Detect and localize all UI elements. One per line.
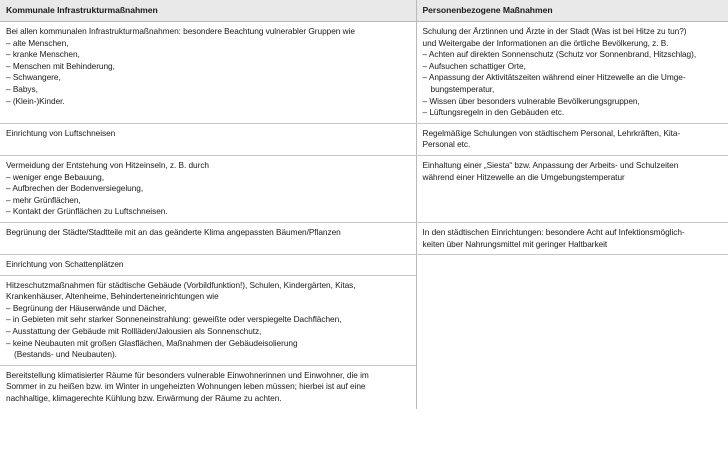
list-item: – Babys, (6, 83, 38, 94)
list-item: – alte Menschen, (6, 37, 69, 48)
cell-text: Einrichtung von Schattenplätzen (6, 259, 124, 270)
header-infrastructure: Kommunale Infrastrukturmaßnahmen (0, 0, 416, 22)
list-item: – kranke Menschen, (6, 49, 80, 60)
list-item: – Achten auf direkten Sonnenschutz (Schutz vor Sonnenbrand, Hitzschlag), (422, 49, 697, 60)
cell-text: Bereitstellung klimatisierter Räume für besonders vulnerable Einwohnerinnen und Einwohner, die im (6, 369, 369, 380)
cell-infrastructure (0, 22, 416, 124)
cell-text: Einhaltung einer „Siesta“ bzw. Anpassung der Arbeits- und Schulzeiten (422, 159, 679, 170)
cell-text: Krankenhäuser, Altenheime, Behinderteneinrichtungen wie (6, 291, 219, 302)
table-row (0, 222, 728, 254)
list-item-continuation: (Bestands- und Neubauten). (14, 349, 117, 360)
cell-text: keiten über Nahrungsmittel mit geringer Haltbarkeit (422, 238, 608, 249)
list-item: – Ausstattung der Gebäude mit Rollläden/Jalousien als Sonnenschutz, (6, 326, 262, 337)
list-item: – in Gebieten mit sehr starker Sonneneinstrahlung: geweißte oder verspiegelte Dachflächen, (6, 314, 342, 325)
cell-personal-empty (416, 255, 728, 409)
list-item: – Aufbrechen der Bodenversiegelung, (6, 183, 144, 194)
cell-infrastructure (0, 365, 416, 408)
list-item: – Schwangere, (6, 72, 61, 83)
table-row (0, 155, 728, 222)
cell-infrastructure (0, 222, 416, 254)
cell-text: Schulung der Ärztinnen und Ärzte in der Stadt (Was ist bei Hitze zu tun?) (422, 26, 687, 36)
list-item: – keine Neubauten mit großen Glasflächen, Maßnahmen der Gebäudeisolierung (6, 337, 298, 348)
list-item: – Lüftungsregeln in den Gebäuden etc. (422, 107, 565, 118)
list-item: – Menschen mit Behinderung, (6, 60, 115, 71)
cell-text: Regelmäßige Schulungen von städtischem Personal, Lehrkräften, Kita- (422, 127, 681, 138)
cell-text: In den städtischen Einrichtungen: besondere Acht auf Infektionsmöglich- (422, 226, 685, 237)
cell-personal (416, 222, 728, 254)
list-item: – Kontakt der Grünflächen zu Luftschneisen. (6, 206, 168, 217)
table-row (0, 22, 728, 124)
cell-text: und Weitergabe der Informationen an die örtliche Bevölkerung, z. B. (422, 37, 669, 48)
cell-text: Personal etc. (422, 139, 471, 150)
cell-infrastructure (0, 123, 416, 155)
list-item: – (Klein-)Kinder. (6, 95, 65, 106)
cell-infrastructure (0, 255, 416, 276)
cell-personal (416, 155, 728, 222)
list-item-continuation: bungstemperatur, (430, 83, 495, 94)
cell-text: Sommer in zu heißen bzw. im Winter in ungeheizten Wohnungen leben müssen; hierbei ist auf eine (6, 381, 366, 392)
cell-infrastructure (0, 155, 416, 222)
cell-personal (416, 123, 728, 155)
header-personal: Personenbezogene Maßnahmen (416, 0, 728, 22)
cell-text: Begrünung der Städte/Stadtteile mit an das geänderte Klima angepassten Bäumen/Pflanzen (6, 226, 341, 237)
header-row (0, 0, 728, 22)
cell-personal (416, 22, 728, 124)
list-item: – Aufsuchen schattiger Orte, (422, 60, 526, 71)
cell-text: Einrichtung von Luftschneisen (6, 127, 116, 138)
list-item: – mehr Grünflächen, (6, 194, 81, 205)
list-item: – weniger enge Bebauung, (6, 171, 104, 182)
cell-text: Vermeidung der Entstehung von Hitzeinseln, z. B. durch (6, 159, 209, 170)
table-row (0, 255, 728, 276)
list-item: – Begrünung der Häuserwände und Dächer, (6, 302, 167, 313)
list-item: – Wissen über besonders vulnerable Bevölkerungsgruppen, (422, 95, 640, 106)
cell-text: Bei allen kommunalen Infrastrukturmaßnahmen: besondere Beachtung vulnerabler Gruppen wie (6, 26, 355, 36)
cell-text: während einer Hitzewelle an die Umgebungstemperatur (422, 171, 625, 182)
cell-infrastructure (0, 275, 416, 365)
list-item: – Anpassung der Aktivitätszeiten während einer Hitzewelle an die Umge- (422, 72, 686, 83)
table-row (0, 123, 728, 155)
cell-text: Hitzeschutzmaßnahmen für städtische Gebäude (Vorbildfunktion!), Schulen, Kindergärten, Kitas, (6, 279, 356, 290)
cell-text: nachhaltige, klimagerechte Kühlung bzw. Erwärmung der Räume zu achten. (6, 393, 282, 404)
